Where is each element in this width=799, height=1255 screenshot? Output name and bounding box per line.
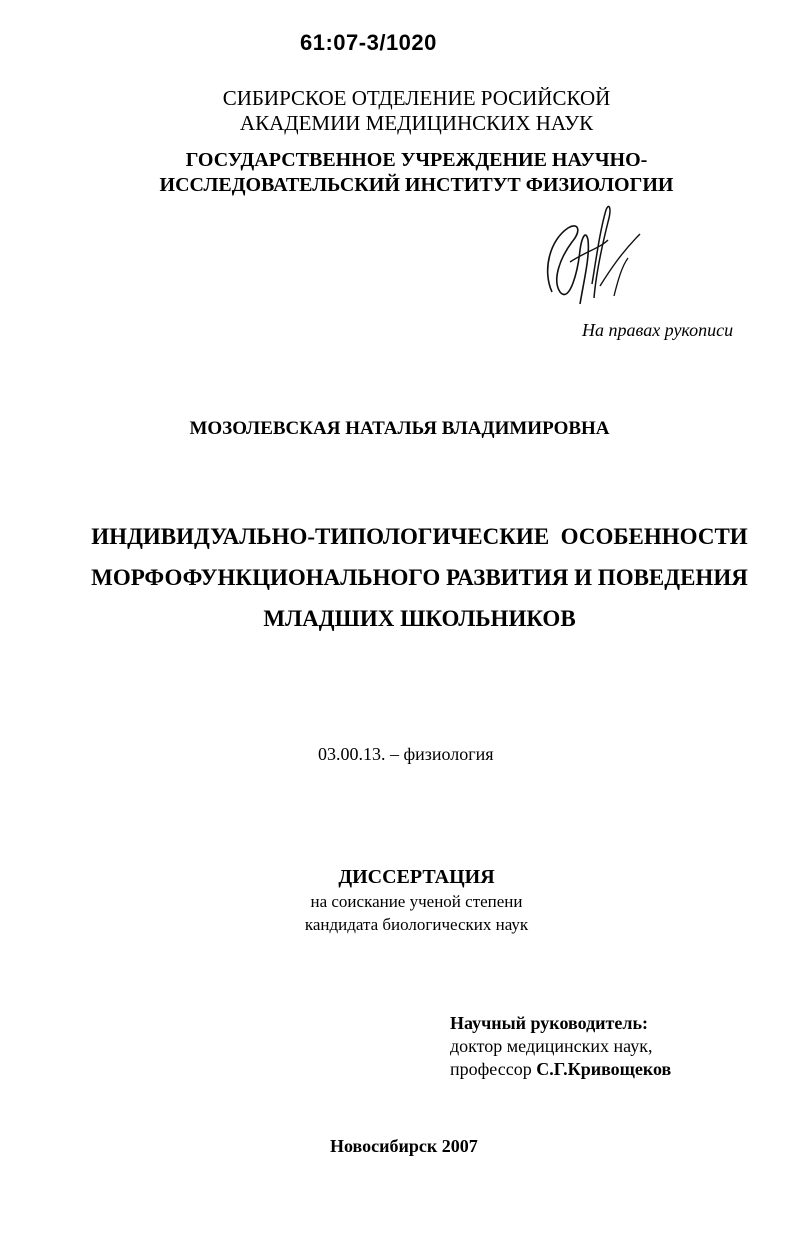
title-line-3: МЛАДШИХ ШКОЛЬНИКОВ <box>263 606 576 631</box>
supervisor-heading: Научный руководитель: <box>450 1013 648 1033</box>
supervisor-block <box>450 1012 671 1081</box>
title-line-2: МОРФОФУНКЦИОНАЛЬНОГО РАЗВИТИЯ И ПОВЕДЕНИЯ <box>91 565 748 590</box>
specialty-code: 03.00.13. – физиология <box>318 744 494 764</box>
organization-line-1: СИБИРСКОЕ ОТДЕЛЕНИЕ РОСИЙСКОЙ <box>222 86 611 110</box>
manuscript-rights-note: На правах рукописи <box>582 320 734 340</box>
institute-line-1: ГОСУДАРСТВЕННОЕ УЧРЕЖДЕНИЕ НАУЧНО- <box>185 149 648 171</box>
degree-line-1: на соискание ученой степени <box>310 892 523 911</box>
title-line-1: ИНДИВИДУАЛЬНО-ТИПОЛОГИЧЕСКИЕ ОСОБЕННОСТИ <box>91 524 748 549</box>
author-name: МОЗОЛЕВСКАЯ НАТАЛЬЯ ВЛАДИМИРОВНА <box>189 418 610 439</box>
supervisor-title-prefix: профессор <box>450 1059 532 1079</box>
dissertation-block <box>40 864 793 936</box>
institute-line-2: ИССЛЕДОВАТЕЛЬСКИЙ ИНСТИТУТ ФИЗИОЛОГИИ <box>159 174 674 196</box>
dissertation-title <box>60 516 779 639</box>
institute-header <box>40 148 793 198</box>
supervisor-degree: доктор медицинских наук, <box>450 1036 653 1056</box>
organization-line-2: АКАДЕМИИ МЕДИЦИНСКИХ НАУК <box>239 111 594 135</box>
dissertation-heading: ДИССЕРТАЦИЯ <box>338 866 495 888</box>
city-year: Новосибирск 2007 <box>330 1136 478 1156</box>
handwritten-signature <box>530 200 650 320</box>
catalog-code: 61:07-3/1020 <box>300 30 437 55</box>
supervisor-title-line <box>450 1058 671 1081</box>
supervisor-name: С.Г.Кривощеков <box>536 1059 672 1079</box>
organization-header <box>60 86 773 136</box>
degree-line-2: кандидата биологических наук <box>304 915 529 934</box>
